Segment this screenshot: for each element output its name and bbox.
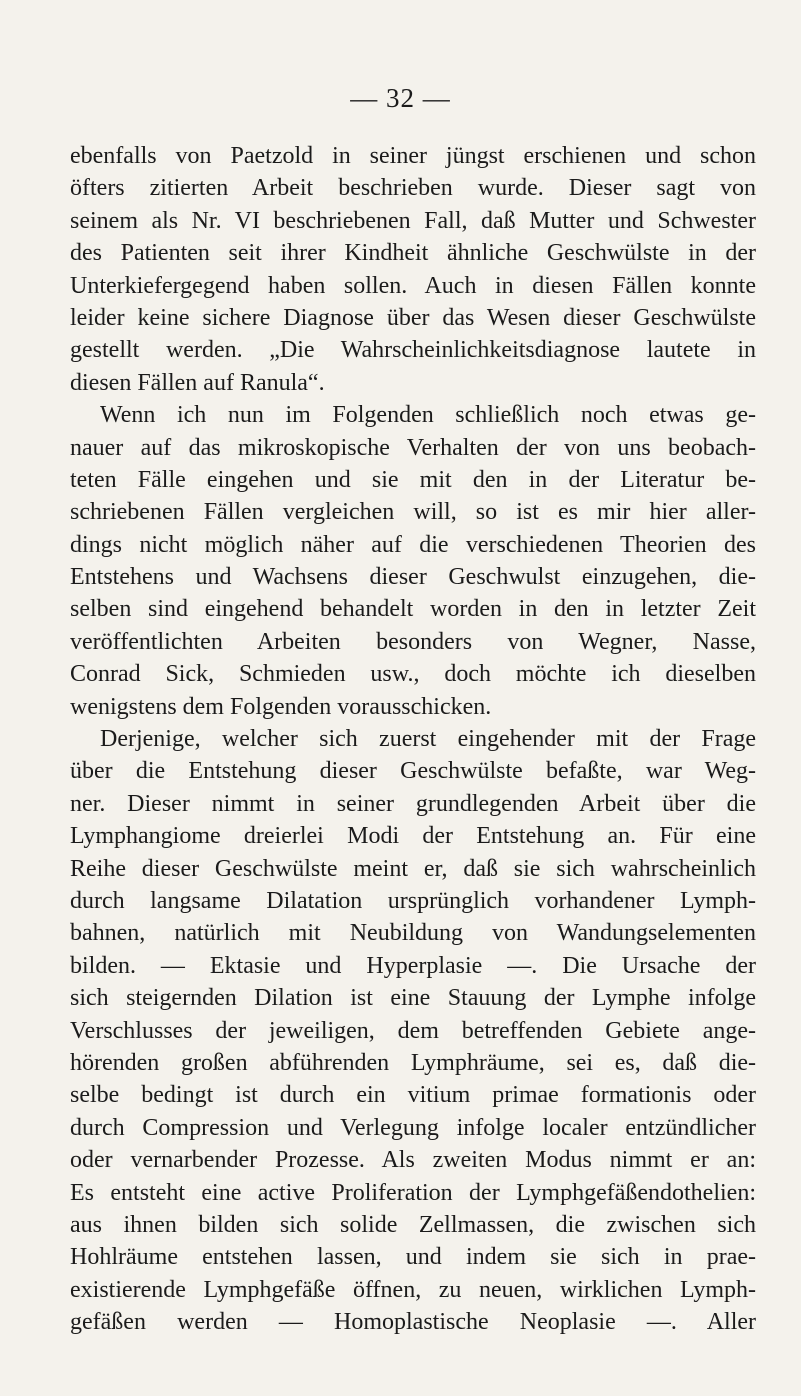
text-line: Hohlräume entstehen lassen, und indem sie sich in prae- [70, 1244, 756, 1271]
text-line: diesen Fällen auf Ranula“. [70, 369, 325, 396]
text-line: Unterkiefergegend haben sollen. Auch in diesen Fällen konnte [70, 272, 756, 299]
text-line: ebenfalls von Paetzold in seiner jüngst erschienen und schon [70, 143, 756, 169]
text-line: dings nicht möglich näher auf die verschiedenen Theorien des [70, 531, 756, 558]
text-line: Verschlusses der jeweiligen, dem betreffenden Gebiete ange- [70, 1017, 756, 1044]
text-line: Derjenige, welcher sich zuerst eingehender mit der Frage [100, 726, 756, 753]
text-line: Lymphangiome dreierlei Modi der Entstehung an. Für eine [70, 823, 756, 850]
text-line: durch langsame Dilatation ursprünglich vorhandener Lymph- [70, 887, 756, 914]
text-line: leider keine sichere Diagnose über das Wesen dieser Geschwülste [70, 304, 756, 331]
text-line: aus ihnen bilden sich solide Zellmassen, die zwischen sich [70, 1211, 756, 1238]
text-line: selben sind eingehend behandelt worden in den in letzter Zeit [70, 596, 756, 623]
body-text [70, 140, 756, 1338]
text-line: öfters zitierten Arbeit beschrieben wurde. Dieser sagt von [70, 175, 756, 202]
page-number: — 32 — [350, 83, 451, 113]
text-line: veröffentlichten Arbeiten besonders von Wegner, Nasse, [70, 628, 756, 655]
text-line: über die Entstehung dieser Geschwülste befaßte, war Weg- [70, 758, 756, 785]
text-line: ner. Dieser nimmt in seiner grundlegenden Arbeit über die [70, 790, 756, 817]
text-line: nauer auf das mikroskopische Verhalten der von uns beobach- [70, 434, 756, 461]
text-line: hörenden großen abführenden Lymphräume, sei es, daß die- [70, 1049, 756, 1076]
text-line: oder vernarbender Prozesse. Als zweiten Modus nimmt er an: [70, 1147, 756, 1174]
text-line: gefäßen werden — Homoplastische Neoplasie —. Aller [70, 1309, 756, 1336]
text-line: existierende Lymphgefäße öffnen, zu neuen, wirklichen Lymph- [70, 1276, 756, 1303]
text-line: gestellt werden. „Die Wahrscheinlichkeitsdiagnose lautete in [70, 337, 756, 364]
text-line: des Patienten seit ihrer Kindheit ähnliche Geschwülste in der [70, 240, 756, 267]
text-line: Es entsteht eine active Proliferation der Lymphgefäßendothelien: [70, 1179, 756, 1206]
text-line: bahnen, natürlich mit Neubildung von Wandungselementen [70, 920, 756, 947]
text-line: schriebenen Fällen vergleichen will, so ist es mir hier aller- [70, 499, 756, 526]
text-line: Wenn ich nun im Folgenden schließlich noch etwas ge- [100, 402, 756, 429]
text-line: Reihe dieser Geschwülste meint er, daß sie sich wahrscheinlich [70, 855, 756, 882]
text-line: teten Fälle eingehen und sie mit den in der Literatur be- [70, 466, 756, 493]
text-line: seinem als Nr. VI beschriebenen Fall, daß Mutter und Schwester [70, 207, 756, 234]
text-line: sich steigernden Dilation ist eine Stauung der Lymphe infolge [70, 985, 756, 1012]
text-line: Entstehens und Wachsens dieser Geschwulst einzugehen, die- [70, 564, 756, 591]
text-line: Conrad Sick, Schmieden usw., doch möchte ich dieselben [70, 661, 756, 688]
text-line: durch Compression und Verlegung infolge localer entzündlicher [70, 1114, 756, 1141]
text-line: bilden. — Ektasie und Hyperplasie —. Die Ursache der [70, 952, 756, 979]
text-line: selbe bedingt ist durch ein vitium primae formationis oder [70, 1082, 756, 1109]
text-line: wenigstens dem Folgenden vorausschicken. [70, 693, 492, 720]
